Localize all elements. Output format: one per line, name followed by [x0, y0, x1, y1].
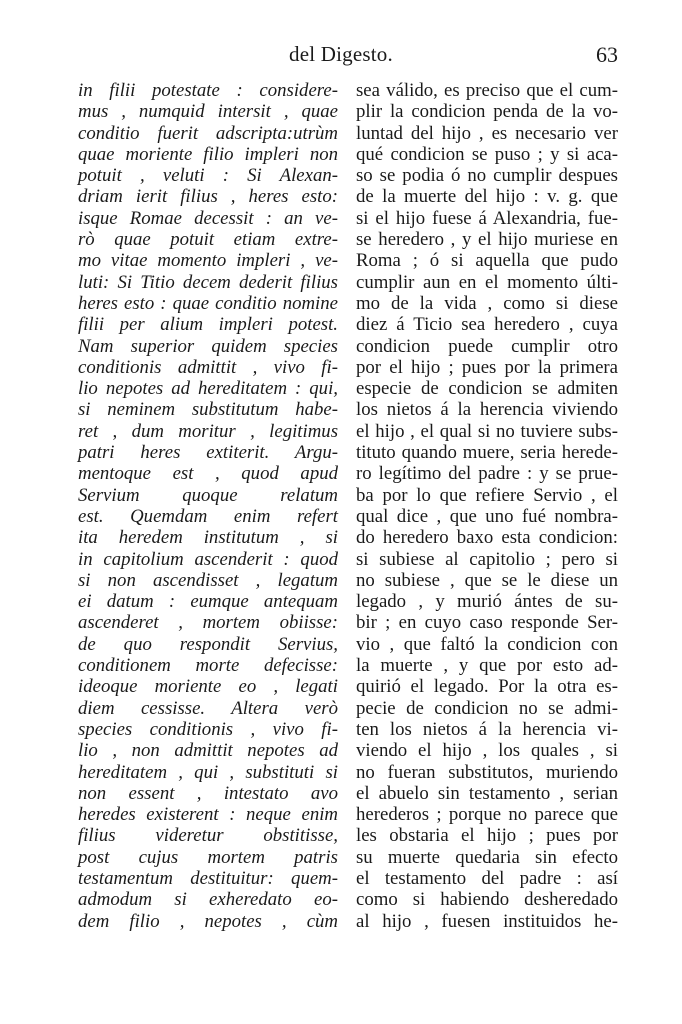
- text-line: admodum si exheredato eo-: [78, 889, 338, 911]
- text-line: Nam superior quidem species: [78, 335, 338, 357]
- text-line: vio , que faltó la condicion con: [356, 633, 618, 655]
- text-line: legado , y murió ántes de su-: [356, 591, 618, 613]
- text-line: ita heredem institutum , si: [78, 527, 338, 549]
- text-line: ba por lo que refiere Servio , el: [356, 484, 618, 506]
- text-line: est. Quemdam enim refert: [78, 505, 338, 527]
- text-line: conditionis admittit , vivo fi-: [78, 356, 338, 378]
- text-line: si el hijo fuese á Alexandria, fue-: [356, 207, 618, 229]
- text-line: Roma ; ó si aquella que pudo: [356, 250, 618, 272]
- text-line: heredes existerent : neque enim: [78, 804, 338, 826]
- text-line: ro legítimo del padre : y se prue-: [356, 463, 618, 485]
- text-line: luntad del hijo , es necesario ver: [356, 122, 618, 144]
- text-line: lio nepotes ad hereditatem : qui,: [78, 378, 338, 400]
- text-line: tituto quando muere, seria herede-: [356, 442, 618, 464]
- text-line: diem cessisse. Altera verò: [78, 697, 338, 719]
- text-line: conditio fuerit adscripta:utrùm: [78, 122, 338, 144]
- text-line: se heredero , y el hijo muriese en: [356, 229, 618, 251]
- text-line: al hijo , fuesen instituidos he-: [356, 910, 618, 932]
- running-title: del Digesto.: [289, 42, 393, 66]
- text-line: heres esto : quae conditio nomine: [78, 292, 338, 314]
- latin-column: [78, 80, 338, 932]
- text-line: quae moriente filio impleri non: [78, 143, 338, 165]
- text-line: mo de la vida , como si diese: [356, 292, 618, 314]
- text-line: los nietos á la herencia viviendo: [356, 399, 618, 421]
- text-line: sea válido, es preciso que el cum-: [356, 80, 618, 101]
- text-line: no subiese , que se le diese un: [356, 569, 618, 591]
- text-line: condicion puede cumplir otro: [356, 335, 618, 357]
- text-line: mentoque est , quod apud: [78, 463, 338, 485]
- text-line: hereditatem , qui , substituti si: [78, 761, 338, 783]
- text-line: el hijo , el qual si no tuviere subs-: [356, 420, 618, 442]
- text-line: si non ascendisset , legatum: [78, 569, 338, 591]
- text-line: el abuelo sin testamento , serian: [356, 782, 618, 804]
- text-line: cumplir aun en el momento últi-: [356, 271, 618, 293]
- text-line: in filii potestate : considere-: [78, 80, 338, 101]
- text-line: potuit , veluti : Si Alexan-: [78, 165, 338, 187]
- text-line: por el hijo ; pues por la primera: [356, 356, 618, 378]
- text-line: do heredero baxo esta condicion:: [356, 527, 618, 549]
- text-line: no fueran substitutos, muriendo: [356, 761, 618, 783]
- text-line: si neminem substitutum habe-: [78, 399, 338, 421]
- text-line: filius videretur obstitisse,: [78, 825, 338, 847]
- text-line: como si habiendo desheredado: [356, 889, 618, 911]
- text-line: non essent , intestato avo: [78, 782, 338, 804]
- text-line: mo vitae momento impleri , ve-: [78, 250, 338, 272]
- text-line: testamentum destituitur: quem-: [78, 867, 338, 889]
- text-line: so se podia ó no cumplir despues: [356, 165, 618, 187]
- spanish-column: [356, 80, 618, 932]
- text-line: quirió el legado. Por la otra es-: [356, 676, 618, 698]
- text-line: post cujus mortem patris: [78, 846, 338, 868]
- text-line: in capitolium ascenderit : quod: [78, 548, 338, 570]
- text-line: de quo respondit Servius,: [78, 633, 338, 655]
- text-line: rò quae potuit etiam extre-: [78, 229, 338, 251]
- text-line: driam ierit filius , heres esto:: [78, 186, 338, 208]
- text-line: conditionem morte defecisse:: [78, 655, 338, 677]
- text-line: ascenderet , mortem obiisse:: [78, 612, 338, 634]
- text-line: la muerte , y que por esto ad-: [356, 655, 618, 677]
- page-number: 63: [596, 42, 618, 67]
- text-line: especie de condicion se admiten: [356, 378, 618, 400]
- text-line: plir la condicion penda de la vo-: [356, 101, 618, 123]
- page-header: [0, 42, 682, 78]
- text-line: bir ; en cuyo caso responde Ser-: [356, 612, 618, 634]
- text-line: les obstaria el hijo ; pues por: [356, 825, 618, 847]
- text-line: mus , numquid intersit , quae: [78, 101, 338, 123]
- text-line: ret , dum moritur , legitimus: [78, 420, 338, 442]
- text-line: su muerte quedaria sin efecto: [356, 846, 618, 868]
- text-line: qual dice , que uno fué nombra-: [356, 505, 618, 527]
- text-line: si subiese al capitolio ; pero si: [356, 548, 618, 570]
- text-line: ei datum : eumque antequam: [78, 591, 338, 613]
- text-line: dem filio , nepotes , cùm: [78, 910, 338, 932]
- text-line: Servium quoque relatum: [78, 484, 338, 506]
- text-line: ten los nietos á la herencia vi-: [356, 718, 618, 740]
- text-line: ideoque moriente eo , legati: [78, 676, 338, 698]
- text-line: lio , non admittit nepotes ad: [78, 740, 338, 762]
- text-line: viendo el hijo , los quales , si: [356, 740, 618, 762]
- text-line: de la muerte del hijo : v. g. que: [356, 186, 618, 208]
- text-line: pecie de condicion no se admi-: [356, 697, 618, 719]
- text-line: filii per alium impleri potest.: [78, 314, 338, 336]
- text-line: isque Romae decessit : an ve-: [78, 207, 338, 229]
- text-line: el testamento del padre : así: [356, 867, 618, 889]
- text-line: patri heres extiterit. Argu-: [78, 442, 338, 464]
- text-line: species conditionis , vivo fi-: [78, 718, 338, 740]
- text-line: luti: Si Titio decem dederit filius: [78, 271, 338, 293]
- text-line: herederos ; porque no parece que: [356, 804, 618, 826]
- text-line: qué condicion se puso ; y si aca-: [356, 143, 618, 165]
- text-line: diez á Ticio sea heredero , cuya: [356, 314, 618, 336]
